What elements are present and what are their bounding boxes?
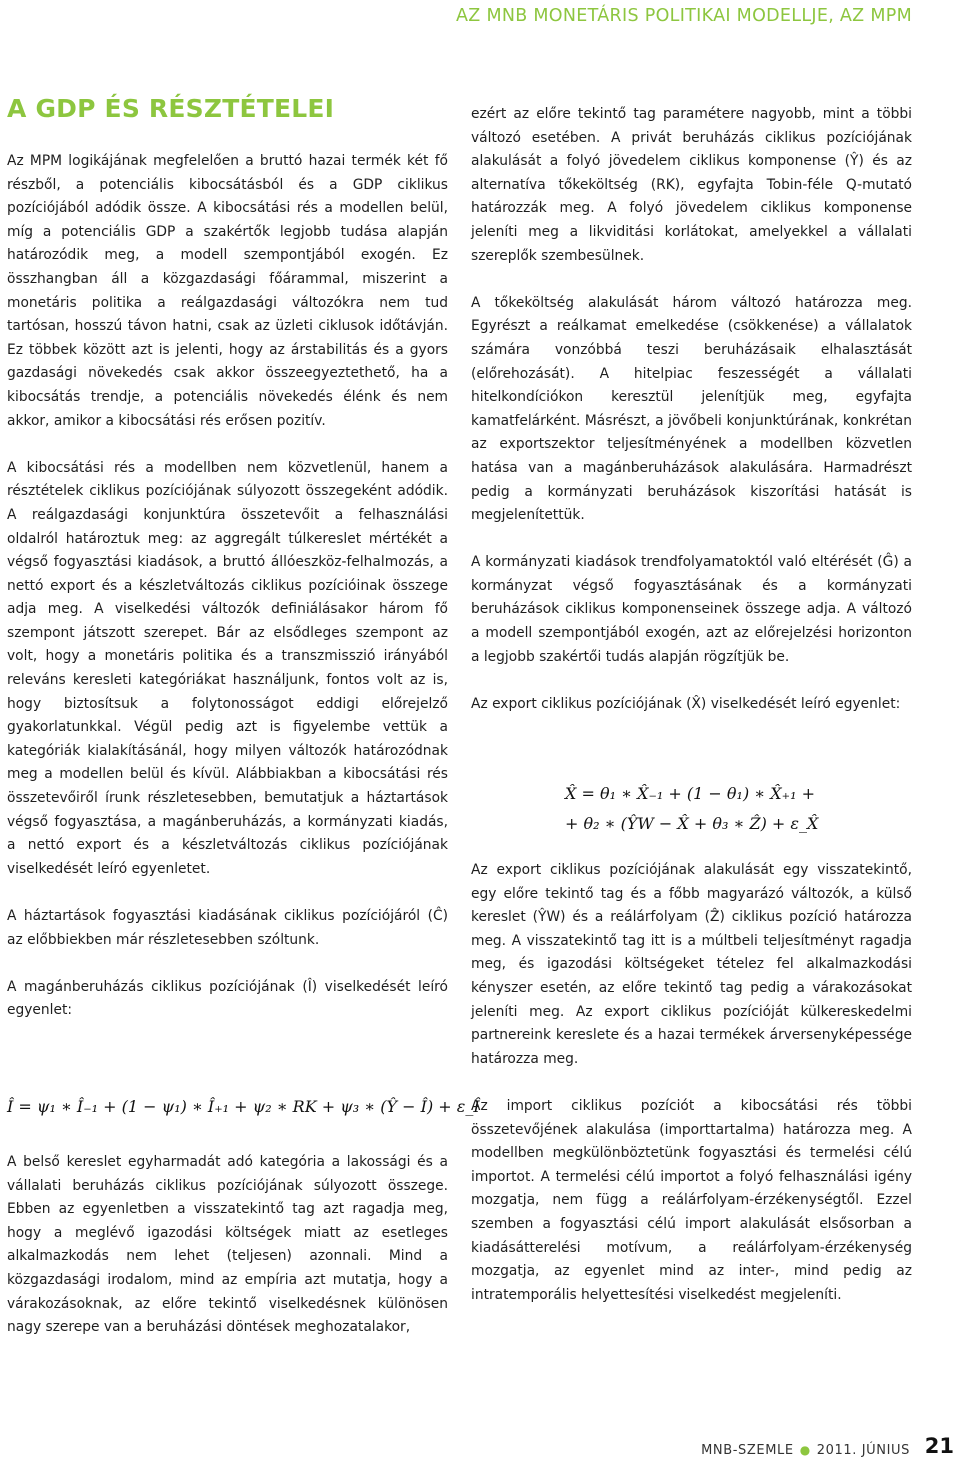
right-paragraph-2: A tőkeköltség alakulását három változó határozza meg. Egyrészt a reálkamat emelkedése (csökkenése) a vállalatok számára vonzóbbá teszi beruházásaik elhalasztását (előrehozását). A hitelpiac feszességét a vállalati hitelkondíciókon keresztül jelenítjük meg, egyfajta kamatfelárként. Másrészt, a jövőbeli konjunktúrának, konkrétan az exportszektor teljesítményének a modellben közvetlen hatása van a magánberuházások alakulására. Harmadrészt pedig a kormányzati beruházások kiszorítási hatását is megjelenítettük.: [471, 294, 912, 524]
export-equation-line-1: X̂ = θ₁ ∗ X̂₋₁ + (1 − θ₁) ∗ X̂₊₁ +: [565, 784, 815, 803]
section-title: A GDP ÉS RÉSZTÉTELEI: [7, 94, 335, 123]
right-paragraph-6: Az import ciklikus pozíciót a kibocsátási rés többi összetevőjének alakulása (importtartalma) határozza meg. A modellben megkülönböztetünk fogyasztási és termelési célú importot. A termelési célú importot a folyó felhasználási igény mozgatja, nem függ a reálárfolyam-érzékenységtől. Ezzel szemben a fogyasztási célú import alakulását elsősorban a kiadásátterelési motívum, a reálárfolyam-érzékenység mozgatja, az egyenlet mind az inter-, mind pedig az intratemporális helyettesítési viselkedést megjeleníti.: [471, 1097, 912, 1303]
left-paragraph-2: A kibocsátási rés a modellben nem közvetlenül, hanem a résztételek ciklikus pozíciójának súlyozott összegeként adódik. A reálgazdasági konjunktúra összetevőit a felhasználási oldalról határoztuk meg: az aggregált túlkereslet mértékét a végső fogyasztási kiadások, a bruttó állóeszköz-felhalmozás, a nettó export és a készletváltozás ciklikus pozícióinak összege adja meg. A viselkedési változók definiálásakor három fő szempont játszott szerepet. Bár az elsődleges szempont az volt, hogy a monetáris politika és a transzmisszió irányából releváns keresleti kategóriákat használjunk, fontos volt az is, hogy biztosítsuk a folytonosságot eddigi előrejelző gyakorlatunkkal. Végül pedig azt is figyelembe vettük a kategóriák kialakításánál, hogy milyen változók határozódnak meg a modellen belül és kívül. Alábbiakban a kibocsátási rés összetevőiről írunk részletesebben, bemutatjuk a háztartások végső fogyasztása, a magánberuházás, a kormányzati kiadás, a nettó export és a készletváltozás ciklikus pozíciójának viselkedését leíró egyenletet.: [7, 459, 448, 877]
bullet-separator-icon: ●: [799, 1443, 811, 1457]
export-equation-line-2: + θ₂ ∗ (ŶW − X̂ + θ₃ ∗ Ẑ) + ε_X̂: [565, 814, 819, 833]
left-paragraph-3: A háztartások fogyasztási kiadásának ciklikus pozíciójáról (Ĉ) az előbbiekben már részletesebben szóltunk.: [7, 908, 448, 948]
right-column-lower: [471, 859, 912, 1331]
running-header: AZ MNB MONETÁRIS POLITIKAI MODELLJE, AZ MPM: [456, 6, 912, 26]
journal-name: MNB-SZEMLE: [701, 1443, 794, 1458]
left-paragraph-1: Az MPM logikájának megfelelően a bruttó hazai termék két fő részből, a potenciális kibocsátásból és a GDP ciklikus pozíciójából adódik össze. A kibocsátási rés a modellen belül, míg a potenciális GDP a szakértők legjobb tudása alapján határozódik meg, a modell szempontjából exogén. Ez összhangban áll a közgazdasági főárammal, miszerint a monetáris politika a reálgazdasági változókra nem tud tartósan, hosszú távon hatni, csak az üzleti ciklusok időtávján. Ez többek között azt is jelenti, hogy az árstabilitás és a gyors gazdasági növekedés csak akkor összeegyeztethető, ha a kibocsátás trendje, a potenciális növekedés élénk és nem akkor, amikor a kibocsátási rés erősen pozitív.: [7, 153, 448, 429]
footer: [701, 1443, 910, 1458]
left-paragraph-5: A belső kereslet egyharmadát adó kategória a lakossági és a vállalati beruházás ciklikus pozíciójának súlyozott összege. Ebben az egyenletben a visszatekintő tag azt ragadja meg, hogy a meglévő igazodási költségek miatt az esetleges alkalmazkodás nem lehet (teljesen) azonnali. Mind a közgazdasági irodalom, mind az empíria azt mutatja, hogy a várakozásoknak, az előre tekintő viselkedésnek különösen nagy szerepe van a beruházási döntések meghozatalakor,: [7, 1154, 448, 1336]
issue-date: 2011. JÚNIUS: [816, 1443, 910, 1458]
investment-equation: Î = ψ₁ ∗ Î₋₁ + (1 − ψ₁) ∗ Î₊₁ + ψ₂ ∗ RK + ψ₃ ∗ (Ŷ − Î) + ε_Î: [7, 1097, 480, 1116]
left-column: [7, 150, 448, 1023]
right-paragraph-1: ezért az előre tekintő tag paramétere nagyobb, mint a többi változó esetében. A privát beruházás ciklikus pozíciójának alakulását a folyó jövedelem ciklikus komponense (Ŷ) és az alternatíva tőkeköltség (RK), egyfajta Tobin-féle Q-mutató határozzák meg. A folyó jövedelem ciklikus komponense jeleníti meg a likviditási korlátokat, amelyekkel a vállalati szereplők szembesülnek.: [471, 106, 912, 264]
right-paragraph-3: A kormányzati kiadások trendfolyamatoktól való eltérését (Ĝ) a kormányzat végső fogyasztásának és a kormányzati beruházások ciklikus komponenseinek összege adja. A változó a modell szempontjából exogén, azt az előrejelzési horizonton a legjobb szakértői tudás alapján rögzítjük be.: [471, 554, 912, 665]
page-number: 21: [924, 1434, 954, 1458]
export-equation: [565, 779, 818, 839]
right-paragraph-4: Az export ciklikus pozíciójának (X̂) viselkedését leíró egyenlet:: [471, 695, 901, 712]
left-paragraph-4: A magánberuházás ciklikus pozíciójának (Î) viselkedését leíró egyenlet:: [7, 978, 448, 1019]
right-paragraph-5: Az export ciklikus pozíciójának alakulását egy visszatekintő, egy előre tekintő tag és a főbb magyarázó változók, a külső kereslet (ŶW) és a reálárfolyam (Ẑ) ciklikus pozíció határozza meg. A visszatekintő tag itt is a múltbeli teljesítményt ragadja meg, és igazodási költségeket tételez fel alkalmazkodási kényszer esetén, az előre tekintő tag pedig a várakozásokat jeleníti meg. Az export ciklikus pozícióját külkereskedelmi partnereink kereslete és a hazai termékek árversenyképessége határozza meg.: [471, 862, 912, 1067]
